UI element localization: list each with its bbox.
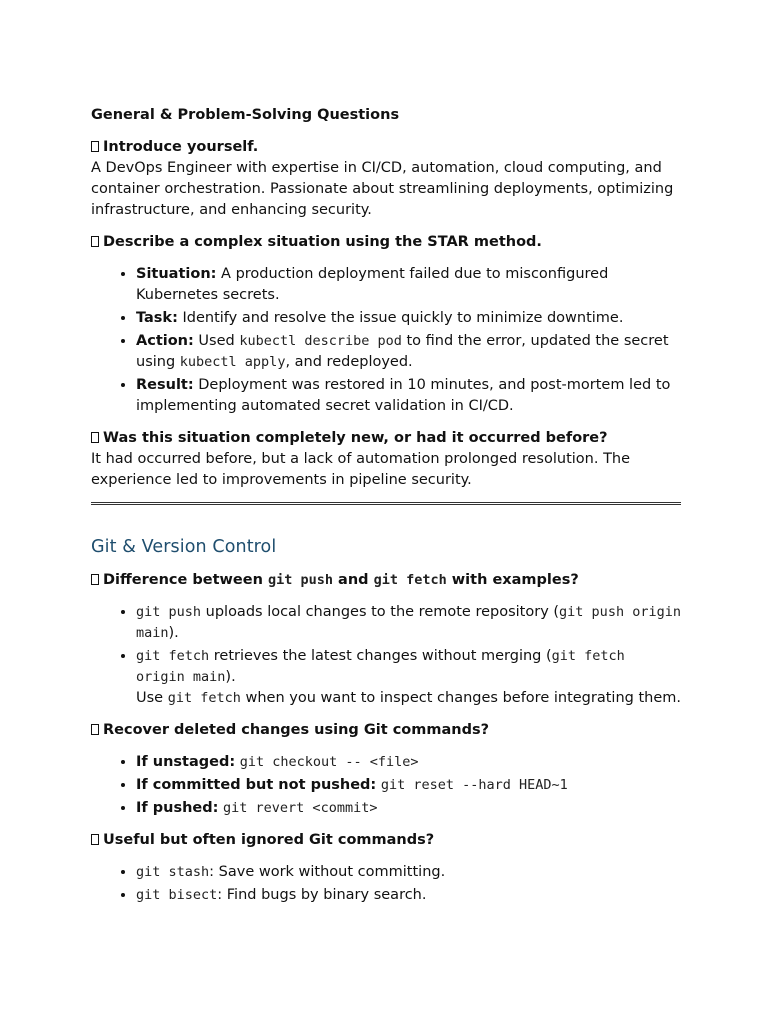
missing-glyph-icon	[91, 574, 99, 585]
list-item: • Task: Identify and resolve the issue quickly to minimize downtime.	[136, 308, 681, 329]
horizontal-divider	[91, 502, 681, 505]
missing-glyph-icon	[91, 141, 99, 152]
missing-glyph-icon	[91, 236, 99, 247]
question-recover-changes: Recover deleted changes using Git commands?	[91, 720, 681, 741]
qa-recover-changes	[91, 720, 681, 819]
answer-introduce: A DevOps Engineer with expertise in CI/CD, automation, cloud computing, and container orchestration. Passionate about streamlining deployments, optimizing infrastructure, and enhancing security.	[91, 160, 674, 218]
qa-star	[91, 232, 681, 417]
recover-list	[91, 752, 681, 819]
qa-introduce	[91, 137, 681, 221]
list-item: • Situation: A production deployment failed due to misconfigured Kubernetes secrets.	[136, 264, 681, 306]
list-item: • git fetch retrieves the latest changes without merging (git fetch origin main). Use git fetch when you want to inspect changes before integrating them.	[136, 646, 681, 709]
push-fetch-list	[91, 602, 681, 709]
list-item: • If committed but not pushed: git reset --hard HEAD~1	[136, 775, 681, 796]
section-heading-git: Git & Version Control	[91, 537, 277, 557]
qa-ignored-commands	[91, 830, 681, 906]
list-item: • git bisect: Find bugs by binary search.	[136, 885, 681, 906]
push-fetch-note: Use git fetch when you want to inspect changes before integrating them.	[136, 690, 681, 706]
missing-glyph-icon	[91, 834, 99, 845]
question-ignored-commands: Useful but often ignored Git commands?	[91, 830, 681, 851]
list-item: • Action: Used kubectl describe pod to find the error, updated the secret using kubectl apply, and redeployed.	[136, 331, 681, 373]
document-page	[91, 105, 681, 917]
qa-occurred-before	[91, 428, 681, 491]
star-list	[91, 264, 681, 417]
answer-occurred-before: It had occurred before, but a lack of automation prolonged resolution. The experience led to improvements in pipeline security.	[91, 451, 631, 488]
ignored-commands-list	[91, 862, 681, 906]
section-title-general: General & Problem-Solving Questions	[91, 107, 400, 123]
list-item: • Result: Deployment was restored in 10 minutes, and post-mortem led to implementing automated secret validation in CI/CD.	[136, 375, 681, 417]
missing-glyph-icon	[91, 432, 99, 443]
question-introduce: Introduce yourself.	[91, 137, 681, 158]
list-item: • If pushed: git revert <commit>	[136, 798, 681, 819]
question-star: Describe a complex situation using the STAR method.	[91, 232, 681, 253]
missing-glyph-icon	[91, 724, 99, 735]
question-push-vs-fetch: Difference between git push and git fetch with examples?	[91, 570, 681, 591]
list-item: • If unstaged: git checkout -- <file>	[136, 752, 681, 773]
list-item: • git stash: Save work without committing.	[136, 862, 681, 883]
qa-push-vs-fetch	[91, 570, 681, 709]
list-item: • git push uploads local changes to the remote repository (git push origin main).	[136, 602, 681, 644]
question-occurred-before: Was this situation completely new, or had it occurred before?	[91, 428, 681, 449]
